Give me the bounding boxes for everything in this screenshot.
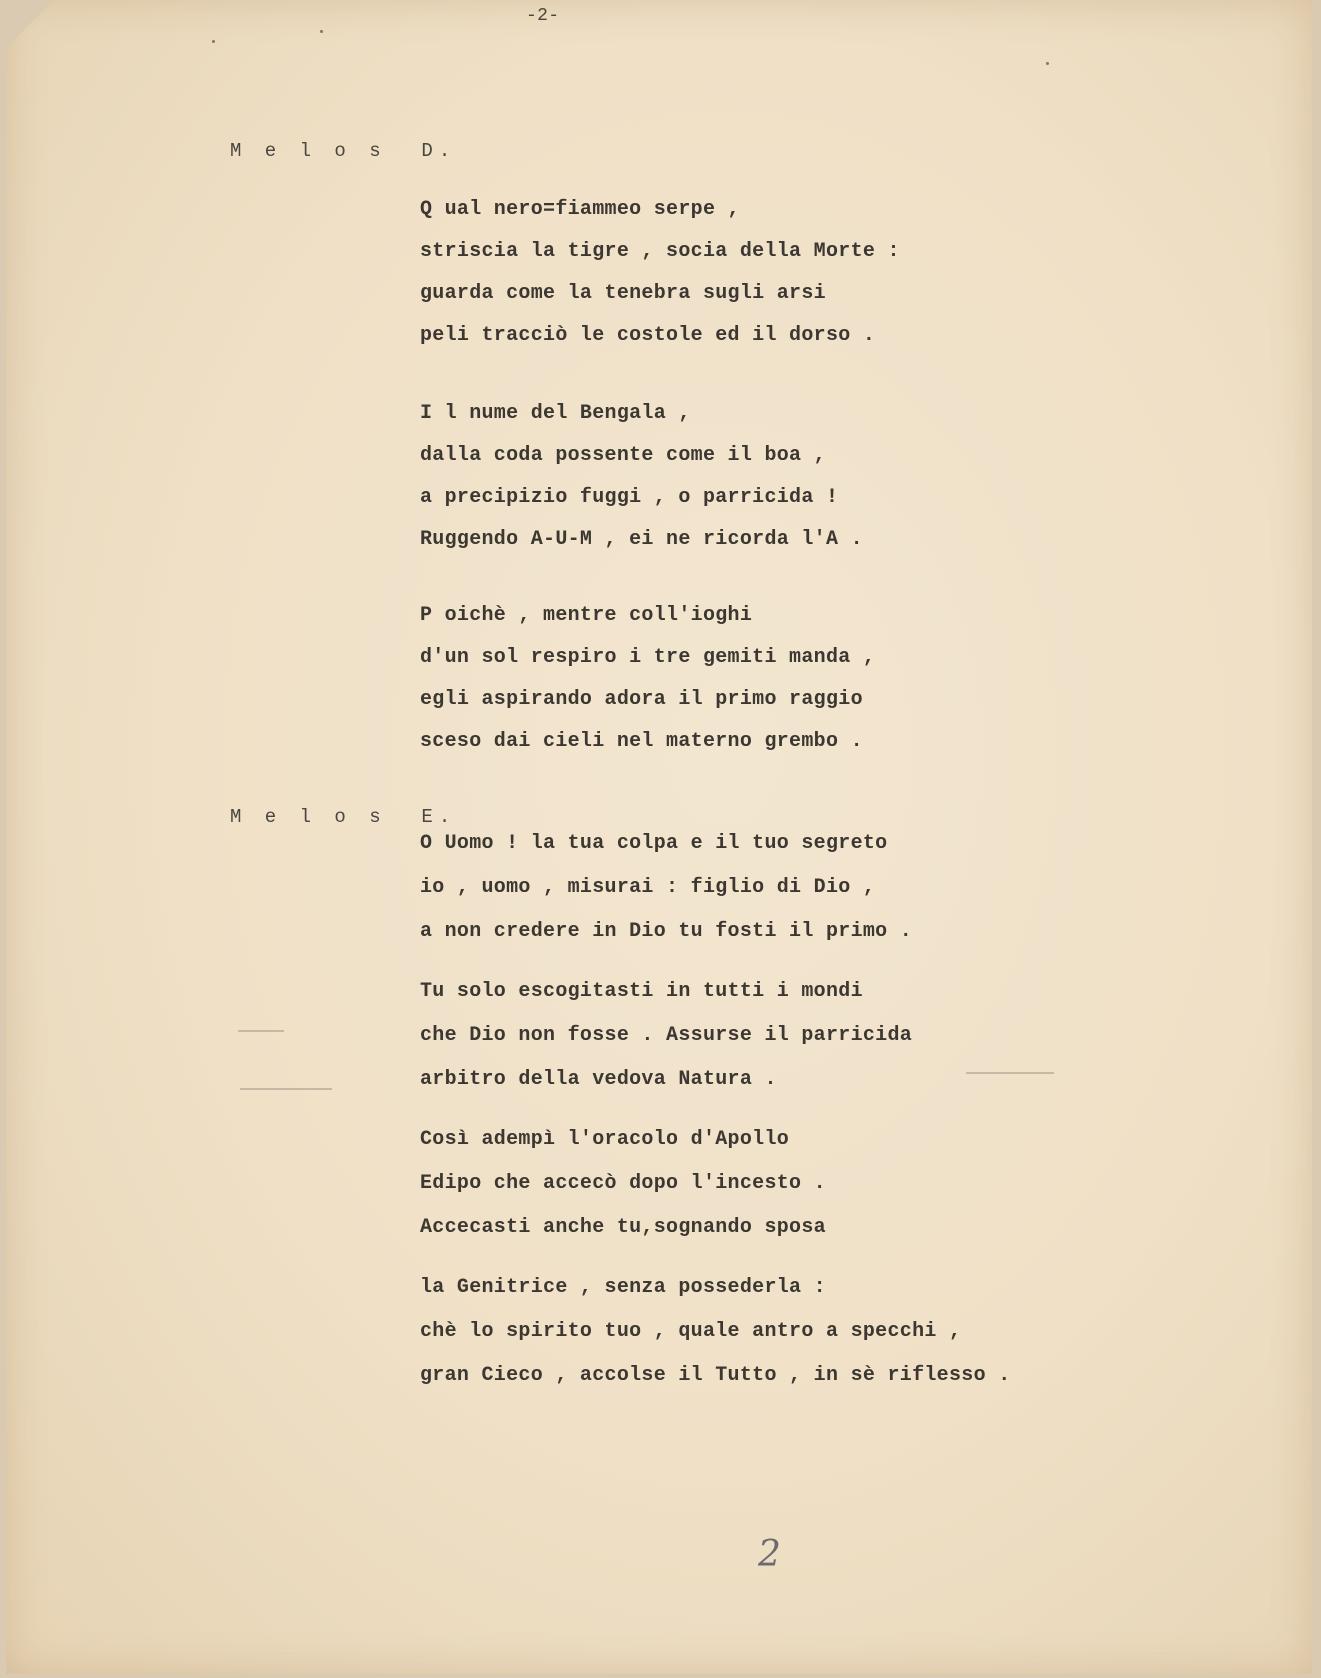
verse-line: Così adempì l'oracolo d'Apollo — [420, 1128, 790, 1151]
paper-speck — [1046, 62, 1049, 65]
verse-line: P oichè , mentre coll'ioghi — [420, 604, 753, 627]
section-label-melos-d: M e l o s D. — [230, 140, 457, 162]
verse-line: I l nume del Bengala , — [420, 402, 691, 425]
verse-line: d'un sol respiro i tre gemiti manda , — [420, 646, 876, 669]
verse-line: la Genitrice , senza possederla : — [420, 1276, 826, 1299]
verse-line: Q ual nero=fiammeo serpe , — [420, 198, 740, 221]
verse-line: gran Cieco , accolse il Tutto , in sè riflesso . — [420, 1364, 1011, 1387]
verse-line: a non credere in Dio tu fosti il primo . — [420, 920, 913, 943]
verse-line: a precipizio fuggi , o parricida ! — [420, 486, 839, 509]
verse-line: arbitro della vedova Natura . — [420, 1068, 777, 1091]
paper-speck — [212, 40, 215, 43]
page-number: -2- — [526, 6, 560, 26]
verse-line: Edipo che accecò dopo l'incesto . — [420, 1172, 826, 1195]
verse-line: Ruggendo A-U-M , ei ne ricorda l'A . — [420, 528, 863, 551]
ink-smudge — [240, 1088, 332, 1090]
verse-line: chè lo spirito tuo , quale antro a specchi , — [420, 1320, 962, 1343]
verse-line: guarda come la tenebra sugli arsi — [420, 282, 826, 305]
verse-line: O Uomo ! la tua colpa e il tuo segreto — [420, 832, 888, 855]
verse-line: che Dio non fosse . Assurse il parricida — [420, 1024, 913, 1047]
folded-corner — [6, 0, 54, 48]
verse-line: io , uomo , misurai : figlio di Dio , — [420, 876, 876, 899]
verse-line: dalla coda possente come il boa , — [420, 444, 826, 467]
verse-line: peli tracciò le costole ed il dorso . — [420, 324, 876, 347]
verse-line: sceso dai cieli nel materno grembo . — [420, 730, 863, 753]
paper-speck — [320, 30, 323, 33]
typewritten-page — [6, 0, 1312, 1674]
verse-line: Tu solo escogitasti in tutti i mondi — [420, 980, 863, 1003]
verse-line: Accecasti anche tu,sognando sposa — [420, 1216, 826, 1239]
verse-line: egli aspirando adora il primo raggio — [420, 688, 863, 711]
section-label-melos-e: M e l o s E. — [230, 806, 457, 828]
verse-line: striscia la tigre , socia della Morte : — [420, 240, 900, 263]
handwritten-page-number: 2 — [758, 1534, 781, 1575]
ink-smudge — [238, 1030, 284, 1032]
ink-smudge — [966, 1072, 1054, 1074]
